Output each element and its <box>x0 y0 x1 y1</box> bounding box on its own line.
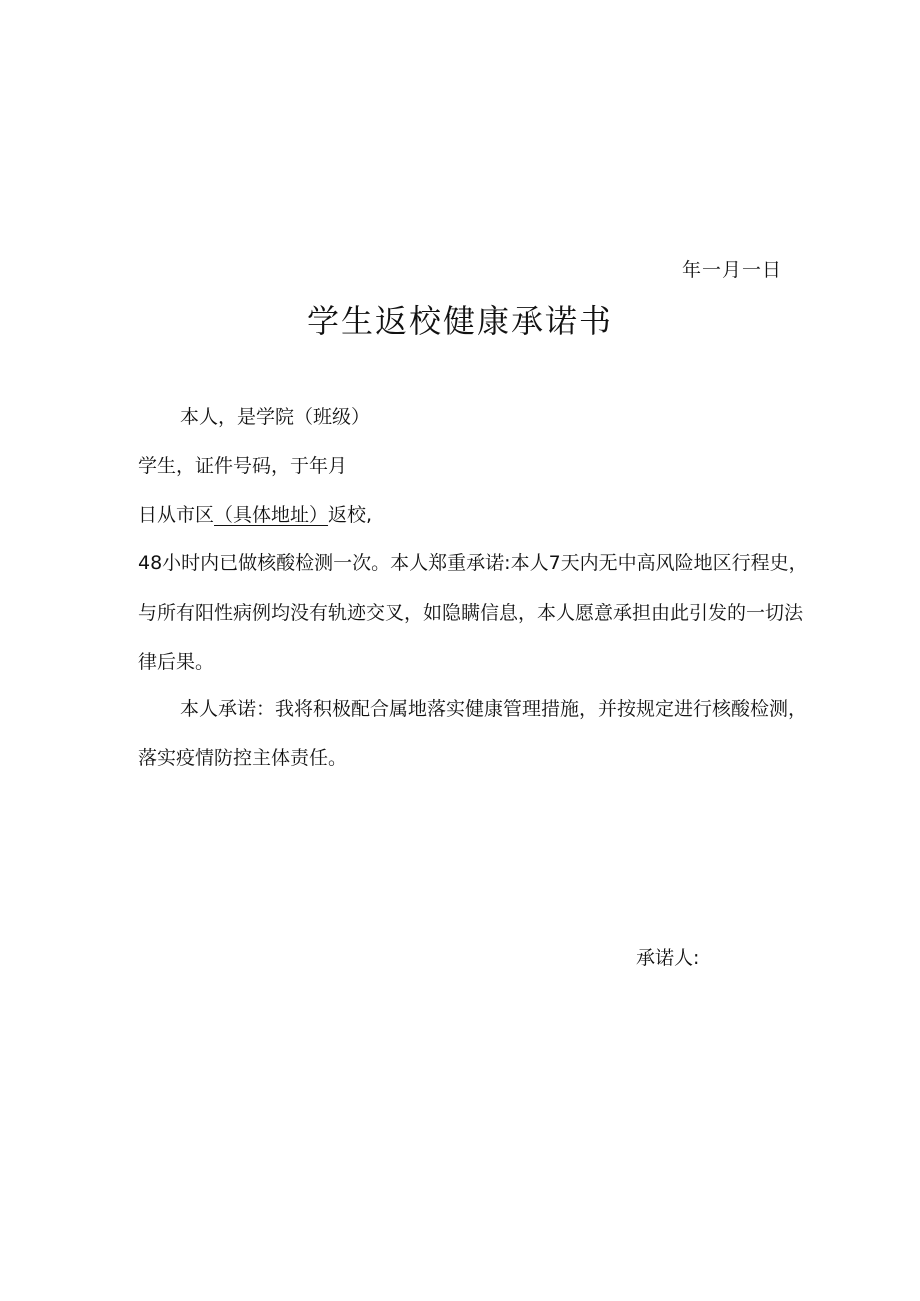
paragraph-line-3 <box>138 500 372 527</box>
signer-label: 承诺人: <box>636 947 700 969</box>
paragraph-line-4: 48小时内已做核酸检测一次。本人郑重承诺:本人7天内无中高风险地区行程史， <box>138 552 808 574</box>
address-field: （具体地址） <box>214 504 329 526</box>
return-text: 返校, <box>328 504 373 526</box>
paragraph-line-1: 本人，是学院（班级） <box>180 406 371 428</box>
district-text: 日从市区 <box>138 504 215 526</box>
paragraph-line-6: 律后果。 <box>138 651 215 673</box>
paragraph-line-7: 本人承诺：我将积极配合属地落实健康管理措施，并按规定进行核酸检测， <box>180 698 808 720</box>
paragraph-line-2: 学生，证件号码，于年月 <box>138 455 348 477</box>
paragraph-line-8: 落实疫情防控主体责任。 <box>138 747 348 769</box>
paragraph-line-5: 与所有阳性病例均没有轨迹交叉，如隐瞒信息，本人愿意承担由此引发的一切法 <box>138 602 804 624</box>
document-title: 学生返校健康承诺书 <box>306 302 613 340</box>
date-line: 年一月一日 <box>681 259 782 281</box>
